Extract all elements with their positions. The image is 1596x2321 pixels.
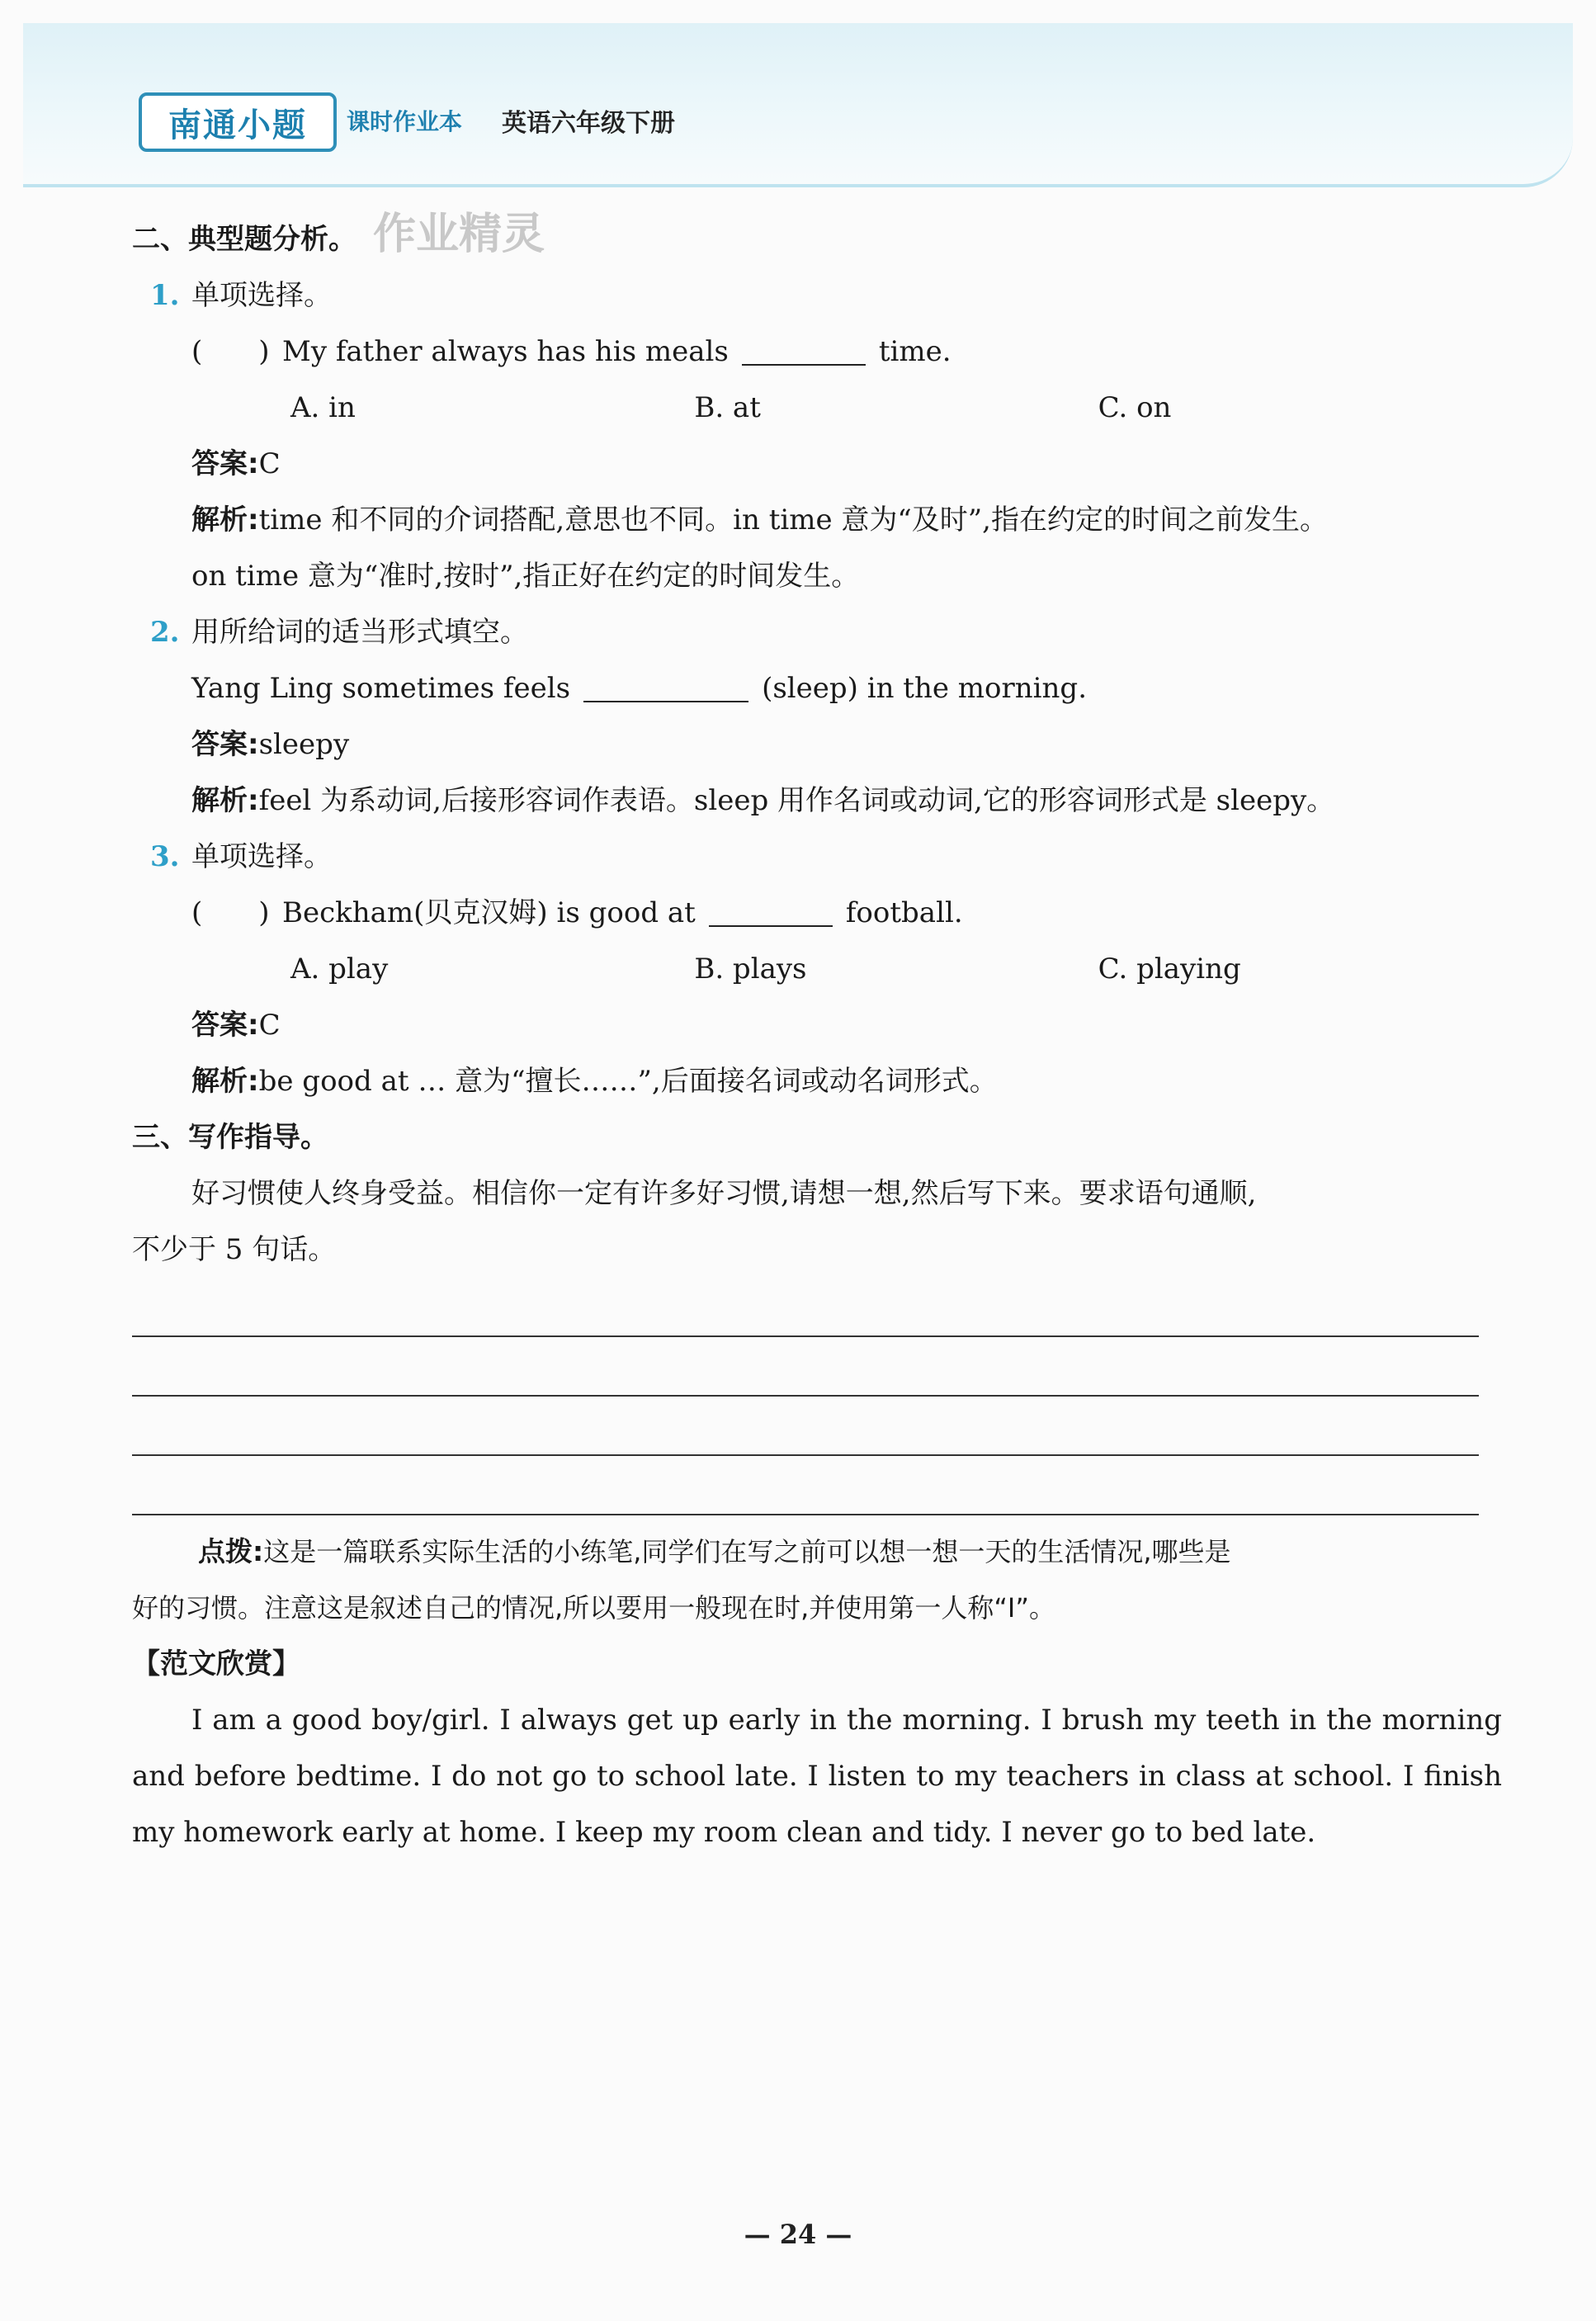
page-number: — 24 — xyxy=(744,2219,852,2250)
question-2-header xyxy=(132,604,1502,660)
question-2-number: 2. xyxy=(150,616,180,649)
section-2-title: 二、典型题分析。 xyxy=(132,223,357,256)
tip-line-1 xyxy=(132,1524,1502,1580)
tip-label: 点拨: xyxy=(198,1535,264,1567)
question-3-answer xyxy=(132,997,1502,1053)
analysis-text-1: time 和不同的介词搭配,意思也不同。in time 意为“及时”,指在约定的时间之前发生。 xyxy=(258,503,1328,537)
option-c: C. playing xyxy=(1098,953,1241,986)
question-1-answer xyxy=(132,436,1502,492)
sample-heading: 【范文欣赏】 xyxy=(132,1647,300,1680)
question-2-stem-pre: Yang Ling sometimes feels xyxy=(191,672,571,705)
question-2-type: 用所给词的适当形式填空。 xyxy=(191,616,528,649)
question-3-options xyxy=(132,941,1502,997)
analysis-label: 解析: xyxy=(191,503,259,537)
answer-blank xyxy=(709,894,833,927)
question-1-analysis-cont: on time 意为“准时,按时”,指正好在约定的时间发生。 xyxy=(191,560,860,593)
tip-text-1: 这是一篇联系实际生活的小练笔,同学们在写之前可以想一想一天的生活情况,哪些是 xyxy=(263,1536,1231,1567)
question-1-header xyxy=(132,267,1502,324)
option-b: B. plays xyxy=(694,953,807,986)
answer-label: 答案: xyxy=(191,447,259,480)
header-book-title: 英语六年级下册 xyxy=(502,109,675,138)
writing-line xyxy=(132,1278,1479,1337)
question-1-options xyxy=(132,380,1502,436)
option-a: A. in xyxy=(290,391,356,424)
question-3-number: 3. xyxy=(150,840,180,873)
answer-label: 答案: xyxy=(191,1009,259,1042)
section-3-title: 三、写作指导。 xyxy=(132,1121,328,1154)
answer-paren: ( ) xyxy=(191,896,270,929)
question-1-stem-pre: My father always has his meals xyxy=(282,335,729,368)
sample-essay: I am a good boy/girl. I always get up early in the morning. I brush my teeth in the morning and before bedtime. I do not go to school late. I listen to my teachers in class at school. I finish my homework early at home. I keep my room clean and tidy. I never go to bed late. xyxy=(132,1704,1502,1849)
question-1-stem-post: time. xyxy=(878,335,951,368)
question-1-stem xyxy=(132,324,1502,380)
answer-blank xyxy=(583,669,748,702)
analysis-label: 解析: xyxy=(191,1065,259,1098)
question-3-type: 单项选择。 xyxy=(191,840,332,873)
question-3-stem-post: football. xyxy=(845,896,963,929)
tip-line-2: 好的习惯。注意这是叙述自己的情况,所以要用一般现在时,并使用第一人称“I”。 xyxy=(132,1592,1055,1624)
writing-prompt-1: 好习惯使人终身受益。相信你一定有许多好习惯,请想一想,然后写下来。要求语句通顺, xyxy=(191,1177,1257,1210)
writing-line xyxy=(132,1456,1479,1515)
question-1-number: 1. xyxy=(150,279,180,312)
page-content xyxy=(132,206,1502,1860)
analysis-label: 解析: xyxy=(191,784,259,817)
option-c: C. on xyxy=(1098,391,1172,424)
answer-value: C xyxy=(258,1009,281,1042)
question-3-analysis xyxy=(132,1053,1502,1109)
analysis-text: be good at … 意为“擅长……”,后面接名词或动名词形式。 xyxy=(258,1065,998,1098)
writing-line xyxy=(132,1397,1479,1456)
question-1-type: 单项选择。 xyxy=(191,279,332,312)
question-3-stem xyxy=(132,885,1502,941)
question-2-stem xyxy=(132,660,1502,716)
question-2-analysis xyxy=(132,773,1502,829)
answer-paren: ( ) xyxy=(191,335,270,368)
answer-value: sleepy xyxy=(258,728,350,761)
header-subtitle: 课时作业本 xyxy=(347,108,463,135)
brand-logo: 南通小题 xyxy=(139,92,337,152)
writing-lines xyxy=(132,1278,1502,1515)
answer-label: 答案: xyxy=(191,728,259,761)
option-a: A. play xyxy=(290,953,389,986)
question-2-answer xyxy=(132,716,1502,773)
analysis-text: feel 为系动词,后接形容词作表语。sleep 用作名词或动词,它的形容词形式是 sleepy。 xyxy=(258,784,1335,817)
question-2-stem-post: (sleep) in the morning. xyxy=(762,672,1088,705)
answer-blank xyxy=(742,333,866,366)
watermark: 作业精灵 xyxy=(373,210,545,259)
question-3-header xyxy=(132,829,1502,885)
question-1-analysis xyxy=(132,492,1502,548)
answer-value: C xyxy=(258,447,281,480)
writing-line xyxy=(132,1337,1479,1397)
option-b: B. at xyxy=(694,391,761,424)
writing-prompt-2: 不少于 5 句话。 xyxy=(132,1233,337,1266)
question-3-stem-pre: Beckham(贝克汉姆) is good at xyxy=(282,896,696,929)
section-2-heading xyxy=(132,206,1502,267)
